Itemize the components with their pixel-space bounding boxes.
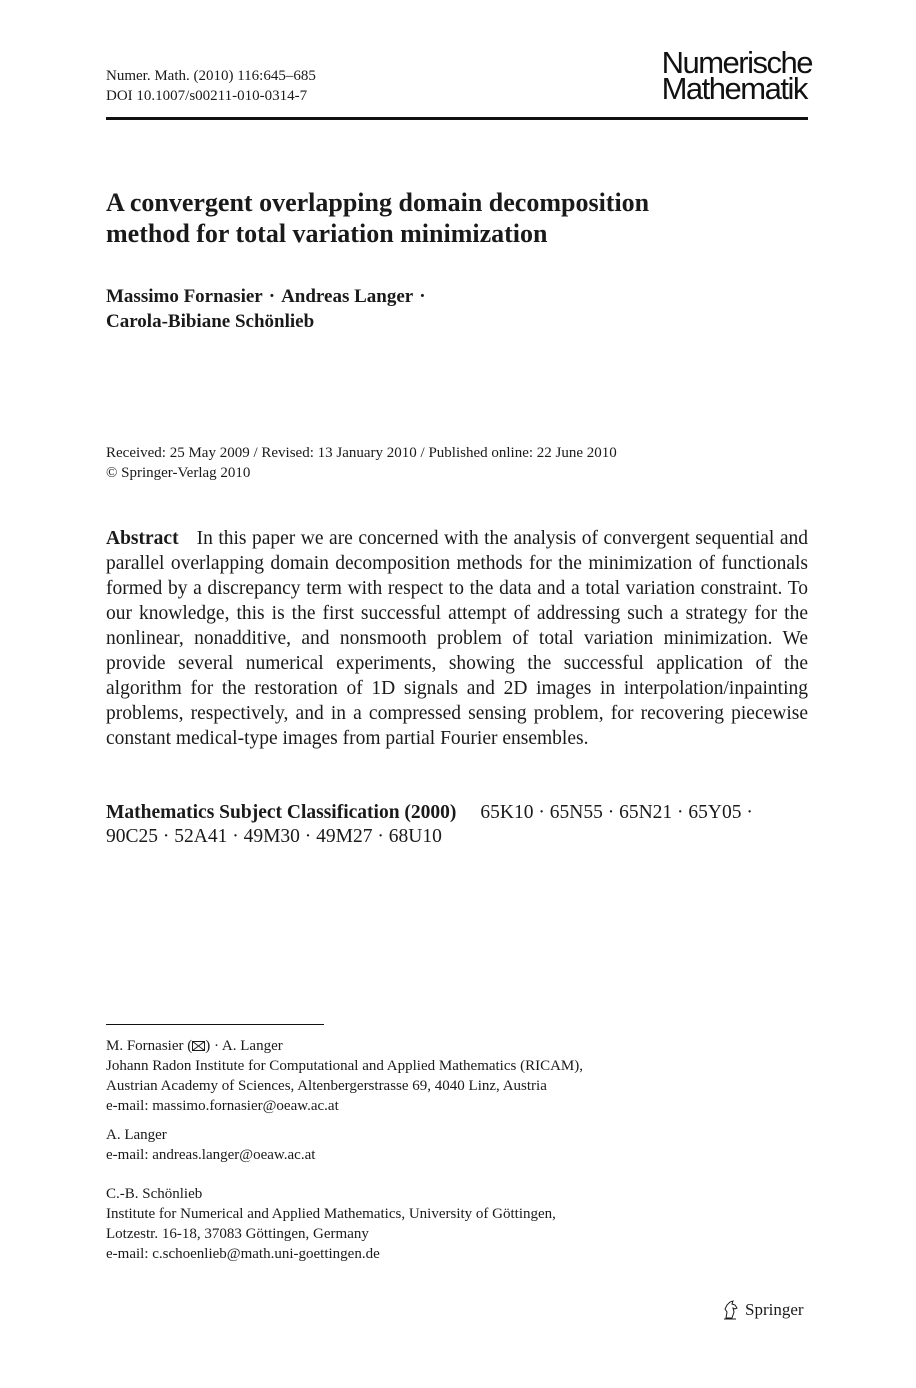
author-list bbox=[106, 284, 432, 334]
footnote-rule bbox=[106, 1024, 324, 1025]
affiliation-names: C.-B. Schönlieb bbox=[106, 1186, 203, 1202]
affiliation-block bbox=[106, 1184, 556, 1264]
copyright-line: © Springer-Verlag 2010 bbox=[106, 465, 251, 481]
springer-horse-icon bbox=[722, 1300, 740, 1320]
author-name: Andreas Langer bbox=[281, 286, 414, 307]
author-name: Massimo Fornasier bbox=[106, 286, 263, 307]
history-line: Received: 25 May 2009 / Revised: 13 January 2010 / Published online: 22 June 2010 bbox=[106, 445, 617, 461]
title-line: A convergent overlapping domain decomposition bbox=[106, 188, 650, 217]
msc-classification bbox=[106, 801, 808, 849]
publication-dates bbox=[106, 443, 617, 483]
author-separator: · bbox=[419, 286, 426, 307]
affiliation-names: M. Fornasier ( ) · A. Langer bbox=[106, 1038, 283, 1054]
abstract-text: In this paper we are concerned with the analysis of convergent sequential and parallel overlapping domain decomposition methods for the minimization of functionals formed by a discrepancy term with respect to the data and a total variation constraint. To our knowledge, this is the first successful attempt of addressing such a strategy for the nonlinear, nonadditive, and nonsmooth problem of total variation minimization. We provide several numerical experiments, showing the successful application of the algorithm for the restoration of 1D signals and 2D images in interpolation/inpainting problems, respectively, and in a compressed sensing problem, for recovering piecewise constant medical-type images from partial Fourier ensembles. bbox=[106, 528, 808, 749]
affiliation-email[interactable]: e-mail: andreas.langer@oeaw.ac.at bbox=[106, 1147, 316, 1163]
affiliation-email[interactable]: e-mail: massimo.fornasier@oeaw.ac.at bbox=[106, 1098, 339, 1114]
publisher-mark bbox=[722, 1298, 804, 1322]
affiliation-block bbox=[106, 1125, 315, 1165]
doi-line[interactable]: DOI 10.1007/s00211-010-0314-7 bbox=[106, 88, 308, 104]
citation-block bbox=[106, 66, 316, 106]
msc-codes: 65K10 · 65N55 · 65N21 · 65Y05 · 90C25 · 52A41 · 49M30 · 49M27 · 68U10 bbox=[106, 802, 753, 847]
envelope-icon bbox=[192, 1041, 205, 1051]
author-name: Carola-Bibiane Schönlieb bbox=[106, 311, 315, 332]
journal-name-line2: Mathematik bbox=[661, 71, 807, 106]
affiliation-email[interactable]: e-mail: c.schoenlieb@math.uni-goettingen.de bbox=[106, 1246, 380, 1262]
abstract-label: Abstract bbox=[106, 528, 179, 549]
affiliation-address: Lotzestr. 16-18, 37083 Göttingen, Germany bbox=[106, 1226, 369, 1242]
affiliation-names: A. Langer bbox=[106, 1127, 167, 1143]
affiliation-institute: Institute for Numerical and Applied Mathematics, University of Göttingen, bbox=[106, 1206, 556, 1222]
journal-name-line1: Numerische bbox=[661, 45, 812, 80]
abstract bbox=[106, 526, 808, 751]
affiliation-block bbox=[106, 1036, 583, 1116]
publisher-name: Springer bbox=[745, 1300, 804, 1319]
author-separator: · bbox=[268, 286, 276, 307]
title-line: method for total variation minimization bbox=[106, 219, 548, 248]
header-rule bbox=[106, 117, 808, 120]
journal-logo bbox=[661, 45, 812, 106]
msc-label: Mathematics Subject Classification (2000) bbox=[106, 802, 457, 823]
affiliation-address: Austrian Academy of Sciences, Altenbergerstrasse 69, 4040 Linz, Austria bbox=[106, 1078, 547, 1094]
affiliation-institute: Johann Radon Institute for Computational and Applied Mathematics (RICAM), bbox=[106, 1058, 584, 1074]
article-title bbox=[106, 187, 726, 249]
citation-line: Numer. Math. (2010) 116:645–685 bbox=[106, 68, 316, 84]
